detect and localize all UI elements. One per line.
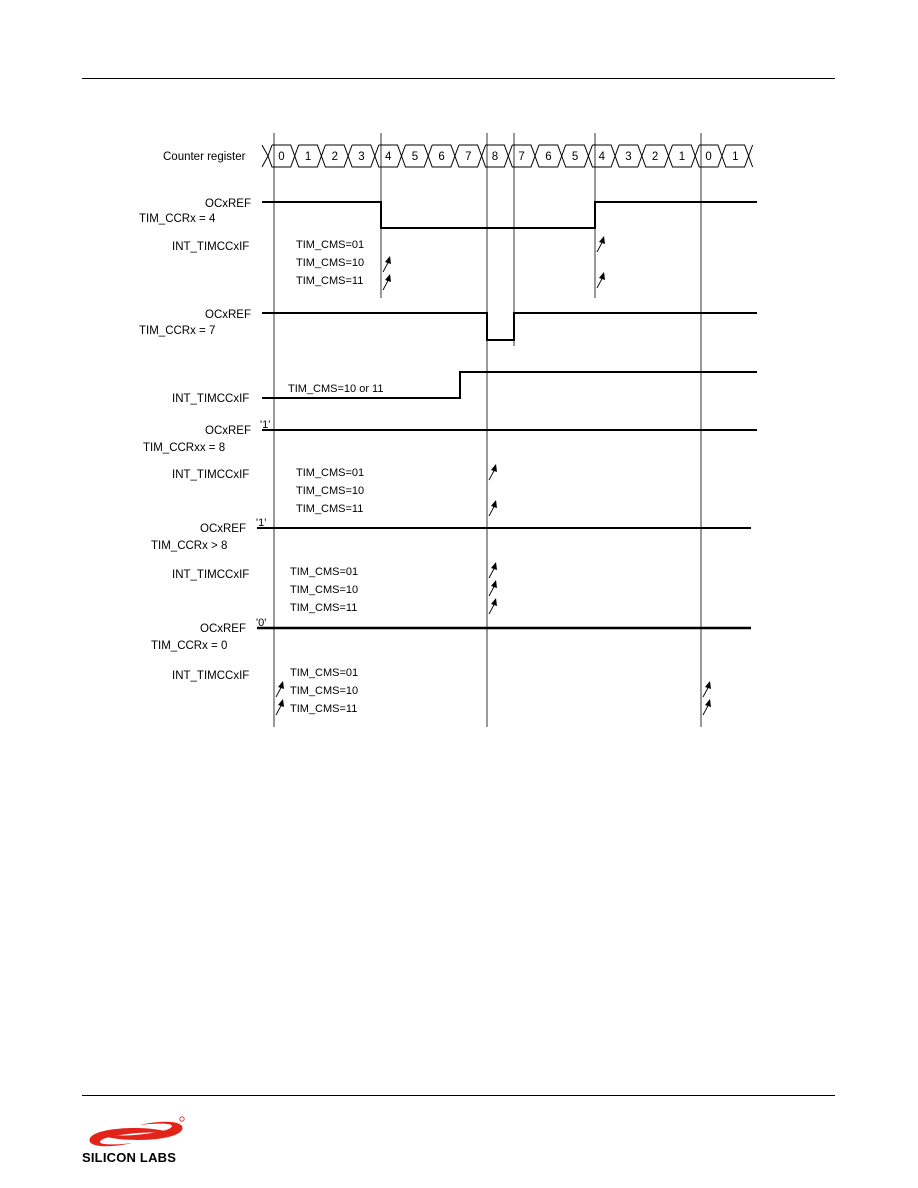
ccr8-label: TIM_CCRxx = 8 <box>143 442 226 454</box>
counter-value: 1 <box>678 151 686 163</box>
counter-value: 0 <box>278 151 285 163</box>
counter-value: 5 <box>411 151 419 163</box>
counter-cell <box>642 145 669 167</box>
counter-cell <box>402 145 429 167</box>
counter-value: 0 <box>705 151 712 163</box>
counter-cell <box>508 145 535 167</box>
cms11-label-4: TIM_CMS=11 <box>290 602 358 614</box>
ccr7-label: TIM_CCRx = 7 <box>139 325 216 337</box>
counter-value: 2 <box>651 151 659 163</box>
cms01-label-3: TIM_CMS=01 <box>296 467 365 479</box>
interrupt-arrow-icon <box>703 681 711 697</box>
counter-cell <box>615 145 642 167</box>
interrupt-arrows-3 <box>489 464 497 516</box>
int-label-1: INT_TIMCCxIF <box>172 241 250 253</box>
company-name: SILICON LABS <box>82 1150 177 1165</box>
cms1011-label: TIM_CMS=10 or 11 <box>288 383 384 395</box>
interrupt-arrow-icon <box>276 681 284 697</box>
ocxref-wave-ccr7 <box>262 313 757 340</box>
counter-cell <box>321 145 348 167</box>
ocxref-wave-ccr4 <box>262 202 757 228</box>
counter-value: 1 <box>304 151 312 163</box>
counter-value: 1 <box>732 151 739 163</box>
counter-cell <box>375 145 402 167</box>
cms01-label-4: TIM_CMS=01 <box>290 566 359 578</box>
interrupt-arrows-1 <box>383 236 605 290</box>
counter-cell <box>588 145 615 167</box>
int-label-4: INT_TIMCCxIF <box>172 569 250 581</box>
counter-cell <box>348 145 375 167</box>
ocxref-label-3: OCxREF <box>205 425 251 437</box>
interrupt-arrow-icon <box>597 236 605 252</box>
interrupt-arrows-4 <box>489 562 497 614</box>
int-label-5: INT_TIMCCxIF <box>172 670 250 682</box>
cms10-label-1: TIM_CMS=10 <box>296 257 365 269</box>
counter-value: 3 <box>358 151 365 163</box>
ccrgt8-label: TIM_CCRx > 8 <box>151 540 228 552</box>
counter-value: 6 <box>438 151 445 163</box>
cms01-label-1: TIM_CMS=01 <box>296 239 365 251</box>
ccr4-label: TIM_CCRx = 4 <box>139 213 216 225</box>
counter-cell <box>695 145 722 167</box>
counter-cell <box>669 145 696 167</box>
level-one-label-1: '1' <box>260 419 271 431</box>
counter-value: 4 <box>598 151 606 163</box>
counter-value: 7 <box>518 151 525 163</box>
counter-cell <box>268 145 295 167</box>
ccr0-label: TIM_CCRx = 0 <box>151 640 228 652</box>
cms10-label-4: TIM_CMS=10 <box>290 584 359 596</box>
cms11-label-5: TIM_CMS=11 <box>290 703 358 715</box>
cms10-label-5: TIM_CMS=10 <box>290 685 359 697</box>
counter-value: 4 <box>384 151 392 163</box>
interrupt-arrow-icon <box>703 699 711 715</box>
interrupt-arrow-icon <box>489 464 497 480</box>
interrupt-arrow-icon <box>276 699 284 715</box>
int-label-3: INT_TIMCCxIF <box>172 469 250 481</box>
counter-cell <box>482 145 509 167</box>
counter-value: 3 <box>625 151 632 163</box>
interrupt-arrow-icon <box>489 580 497 596</box>
footer-rule <box>82 1095 835 1096</box>
cms11-label-3: TIM_CMS=11 <box>296 503 364 515</box>
int-label-2: INT_TIMCCxIF <box>172 393 250 405</box>
interrupt-arrow-icon <box>489 500 497 516</box>
ocxref-label-4: OCxREF <box>200 523 246 535</box>
counter-value: 8 <box>491 151 499 163</box>
counter-value: 6 <box>545 151 552 163</box>
ocxref-label-1: OCxREF <box>205 198 251 210</box>
counter-cell <box>562 145 589 167</box>
counter-value: 7 <box>465 151 472 163</box>
interrupt-arrow-icon <box>489 598 497 614</box>
cms11-label-1: TIM_CMS=11 <box>296 275 364 287</box>
counter-value: 5 <box>571 151 579 163</box>
ocxref-label-5: OCxREF <box>200 623 246 635</box>
counter-cell <box>428 145 455 167</box>
interrupt-arrow-icon <box>597 272 605 288</box>
counter-cell <box>295 145 322 167</box>
logo-mark-icon <box>89 1117 184 1146</box>
counter-cells <box>262 145 753 167</box>
counter-value: 2 <box>331 151 339 163</box>
counter-cell <box>535 145 562 167</box>
interrupt-arrow-icon <box>383 256 391 272</box>
cms10-label-3: TIM_CMS=10 <box>296 485 365 497</box>
counter-register-label: Counter register <box>163 151 246 163</box>
interrupt-arrow-icon <box>489 562 497 578</box>
cms01-label-5: TIM_CMS=01 <box>290 667 359 679</box>
ocxref-label-2: OCxREF <box>205 309 251 321</box>
counter-cell <box>722 145 749 167</box>
level-one-label-2: '1' <box>256 517 267 529</box>
counter-cell <box>455 145 482 167</box>
interrupt-arrow-icon <box>383 274 391 290</box>
level-zero-label: '0' <box>256 617 267 629</box>
